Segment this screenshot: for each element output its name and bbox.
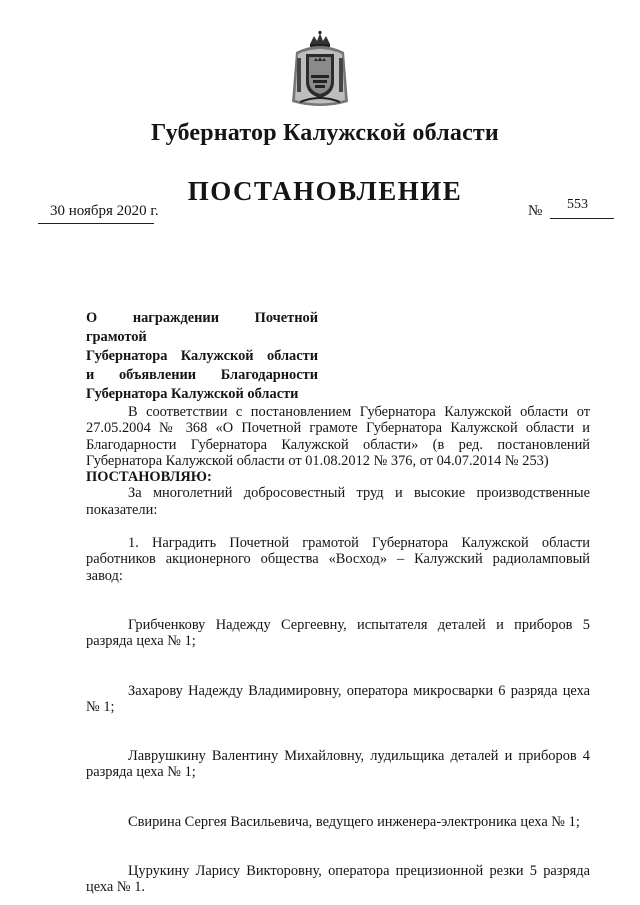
preamble-paragraph: В соответствии с постановлением Губернатора Калужской области от 27.05.2004 № 368 «О Почетной грамоте Губернатора Калужской области и Благодарности Губернатора Калужской области» (в ред. постановлений Губернатора Калужской области от 01.08.2012 № 376, от 04.07.2014 № 253) [86, 404, 590, 469]
subject-line: Губернатора Калужской области [86, 386, 299, 402]
document-number: 553 [567, 197, 588, 212]
document-type-title: ПОСТАНОВЛЕНИЕ [187, 176, 463, 206]
awardee-item: Грибченкову Надежду Сергеевну, испытателя деталей и приборов 5 разряда цеха № 1; [86, 616, 590, 650]
number-underline [550, 218, 614, 219]
award-clause-paragraph: 1. Наградить Почетной грамотой Губернатора Калужской области работников акционерного общества «Восход» – Калужский радиоламповый завод: [86, 535, 590, 584]
document-body [86, 404, 590, 896]
coat-of-arms-icon [288, 30, 352, 110]
date-underline [38, 223, 154, 224]
subject-line: Губернатора Калужской области [86, 348, 318, 364]
reason-paragraph: За многолетний добросовестный труд и высокие производственные показатели: [86, 485, 590, 518]
subject-line: и объявлении Благодарности [86, 367, 318, 383]
awardee-item: Лаврушкину Валентину Михайловну, лудильщика деталей и приборов 4 разряда цеха № 1; [86, 748, 590, 781]
awardee-item: Свирина Сергея Васильевича, ведущего инженера-электроника цеха № 1; [128, 813, 580, 830]
issuing-authority: Губернатор Калужской области [151, 120, 499, 146]
document-date: 30 ноября 2020 г. [50, 203, 159, 219]
awardee-item: Цурукину Ларису Викторовну, оператора прецизионной резки 5 разряда цеха № 1. [86, 863, 590, 896]
awardee-item: Захарову Надежду Владимировну, оператора микросварки 6 разряда цеха № 1; [86, 682, 590, 715]
number-label: № [528, 203, 543, 219]
decree-word: ПОСТАНОВЛЯЮ: [86, 469, 212, 486]
document-subject [86, 309, 318, 404]
subject-line: О награждении Почетной грамотой [86, 310, 318, 345]
